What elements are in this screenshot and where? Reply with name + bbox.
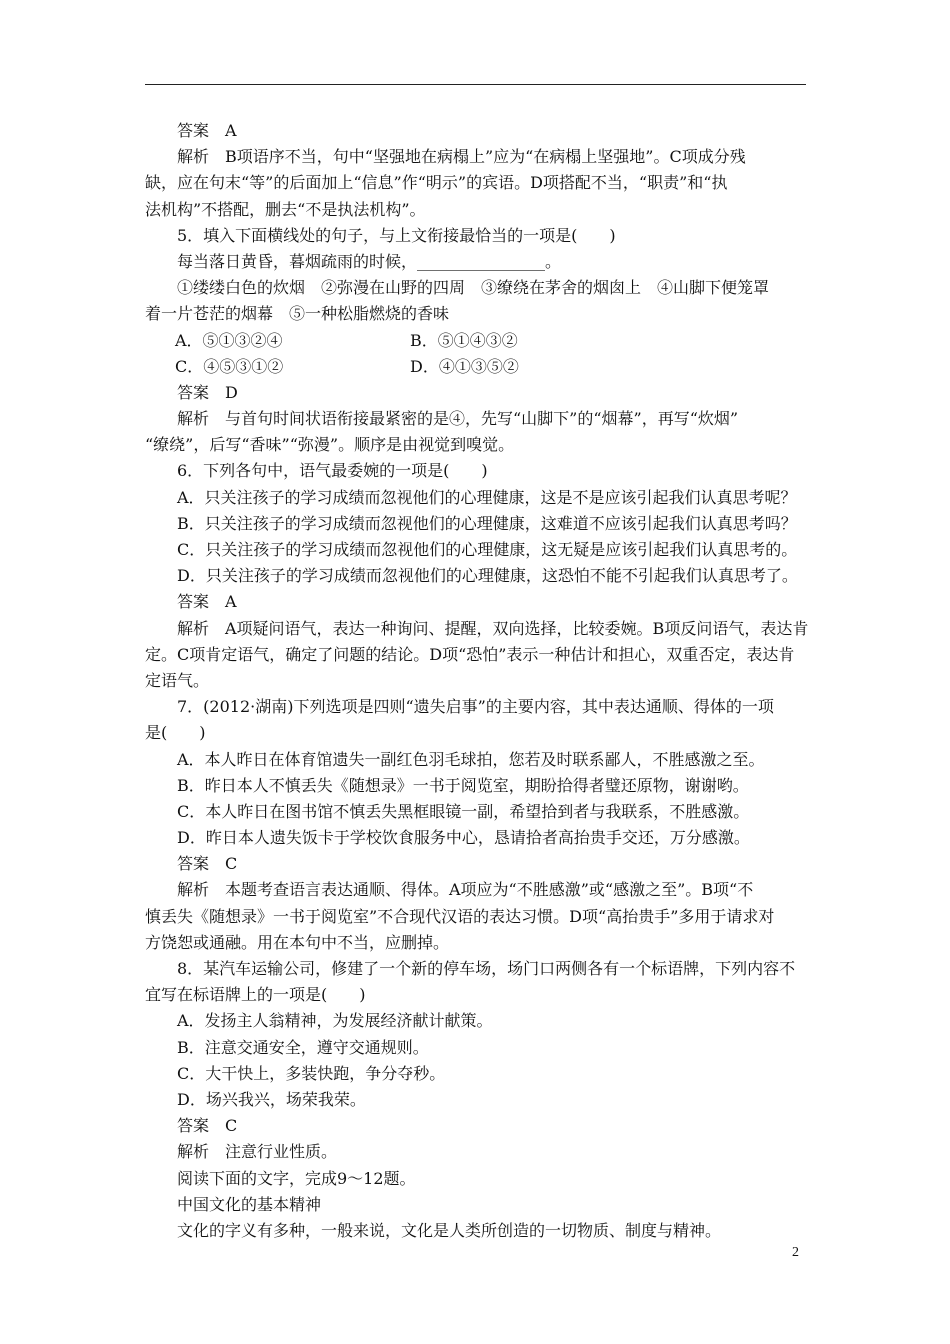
text-line: B．昨日本人不慎丢失《随想录》一书于阅览室，期盼拾得者璧还原物，谢谢哟。: [145, 775, 749, 795]
text-line: A．发扬主人翁精神，为发展经济献计献策。: [145, 1011, 493, 1031]
question-5-stem: 5．填入下面横线处的句子，与上文衔接最恰当的一项是( ): [145, 225, 616, 245]
option-a: A．⑤①③②④: [175, 330, 283, 350]
text-line: 缺，应在句末“等”的后面加上“信息”作“明示”的宾语。D项搭配不当，“职责”和“执: [145, 173, 728, 193]
page-number: 2: [792, 1245, 799, 1260]
text-line: 答案 A: [145, 592, 237, 612]
text-line: “缭绕”，后写“香味”“弥漫”。顺序是由视觉到嗅觉。: [145, 435, 515, 455]
text-line: 答案 A: [145, 121, 237, 140]
text-line: 解析 注意行业性质。: [145, 1142, 338, 1162]
text-line: 方饶恕或通融。用在本句中不当，应删掉。: [145, 932, 450, 952]
text-line: A．本人昨日在体育馆遗失一副红色羽毛球拍，您若及时联系鄙人，不胜感激之至。: [145, 749, 765, 769]
text-line: C．只关注孩子的学习成绩而忽视他们的心理健康，这无疑是应该引起我们认真思考的。: [145, 540, 798, 559]
question-6-stem: 6．下列各句中，语气最委婉的一项是( ): [145, 461, 488, 481]
text-line: 定语气。: [145, 670, 210, 690]
text-line: 着一片苍茫的烟幕 ⑤一种松脂燃烧的香味: [145, 304, 450, 324]
text-line: C．大干快上，多装快跑，争分夺秒。: [145, 1063, 446, 1083]
text-line: 解析 B项语序不当，句中“坚强地在病榻上”应为“在病榻上坚强地”。C项成分残: [145, 147, 746, 167]
options-row: [145, 328, 813, 354]
text-line: 答案 D: [145, 382, 238, 402]
option-c: C．④⑤③①②: [175, 356, 284, 376]
option-b: B．⑤①④③②: [410, 330, 518, 350]
text-line: D．昨日本人遗失饭卡于学校饮食服务中心，恳请拾者高抬贵手交还，万分感激。: [145, 828, 750, 848]
text-line: 答案 C: [145, 854, 238, 874]
text-line: 答案 C: [145, 1116, 238, 1136]
document-body: [145, 118, 813, 1244]
reading-instruction: 阅读下面的文字，完成9～12题。: [145, 1168, 416, 1188]
text-line: 慎丢失《随想录》一书于阅览室”不合现代汉语的表达习惯。D项“高抬贵手”多用于请求对: [145, 906, 775, 926]
text-line: 解析 A项疑问语气，表达一种询问、提醒，双向选择，比较委婉。B项反问语气，表达肯: [145, 618, 809, 638]
text-line: ①缕缕白色的炊烟 ②弥漫在山野的四周 ③缭绕在茅舍的烟囱上 ④山脚下便笼罩: [145, 278, 770, 298]
question-7-stem: 7．(2012·湖南)下列选项是四则“遗失启事”的主要内容，其中表达通顺、得体的一项: [145, 697, 774, 717]
text-line: D．只关注孩子的学习成绩而忽视他们的心理健康，这恐怕不能不引起我们认真思考了。: [145, 566, 798, 586]
option-d: D．④①③⑤②: [410, 356, 519, 376]
text-line: 法机构”不搭配，删去“不是执法机构”。: [145, 199, 426, 219]
text-line: 是( ): [145, 723, 206, 743]
passage-title: 中国文化的基本精神: [145, 1194, 322, 1214]
text-line: B．只关注孩子的学习成绩而忽视他们的心理健康，这难道不应该引起我们认真思考吗？: [145, 513, 797, 533]
text-line: D．场兴我兴，场荣我荣。: [145, 1089, 366, 1109]
text-line: A．只关注孩子的学习成绩而忽视他们的心理健康，这是不是应该引起我们认真思考呢？: [145, 487, 797, 507]
text-line: 每当落日黄昏，暮烟疏雨的时候，________________。: [145, 251, 562, 271]
text-line: C．本人昨日在图书馆不慎丢失黑框眼镜一副，希望拾到者与我联系，不胜感激。: [145, 801, 750, 821]
text-line: 宜写在标语牌上的一项是( ): [145, 985, 366, 1005]
text-line: 文化的字义有多种，一般来说，文化是人类所创造的一切物质、制度与精神。: [145, 1220, 722, 1240]
text-line: 解析 与首句时间状语衔接最紧密的是④，先写“山脚下”的“烟幕”，再写“炊烟”: [145, 409, 739, 429]
header-rule: [145, 84, 806, 85]
options-row: [145, 354, 813, 380]
text-line: 解析 本题考查语言表达通顺、得体。A项应为“不胜感激”或“感激之至”。B项“不: [145, 880, 754, 900]
text-line: 定。C项肯定语气，确定了问题的结论。D项“恐怕”表示一种估计和担心，双重否定，表达肯: [145, 644, 795, 664]
text-line: B．注意交通安全，遵守交通规则。: [145, 1037, 429, 1057]
question-8-stem: 8．某汽车运输公司，修建了一个新的停车场，场门口两侧各有一个标语牌，下列内容不: [145, 959, 796, 978]
